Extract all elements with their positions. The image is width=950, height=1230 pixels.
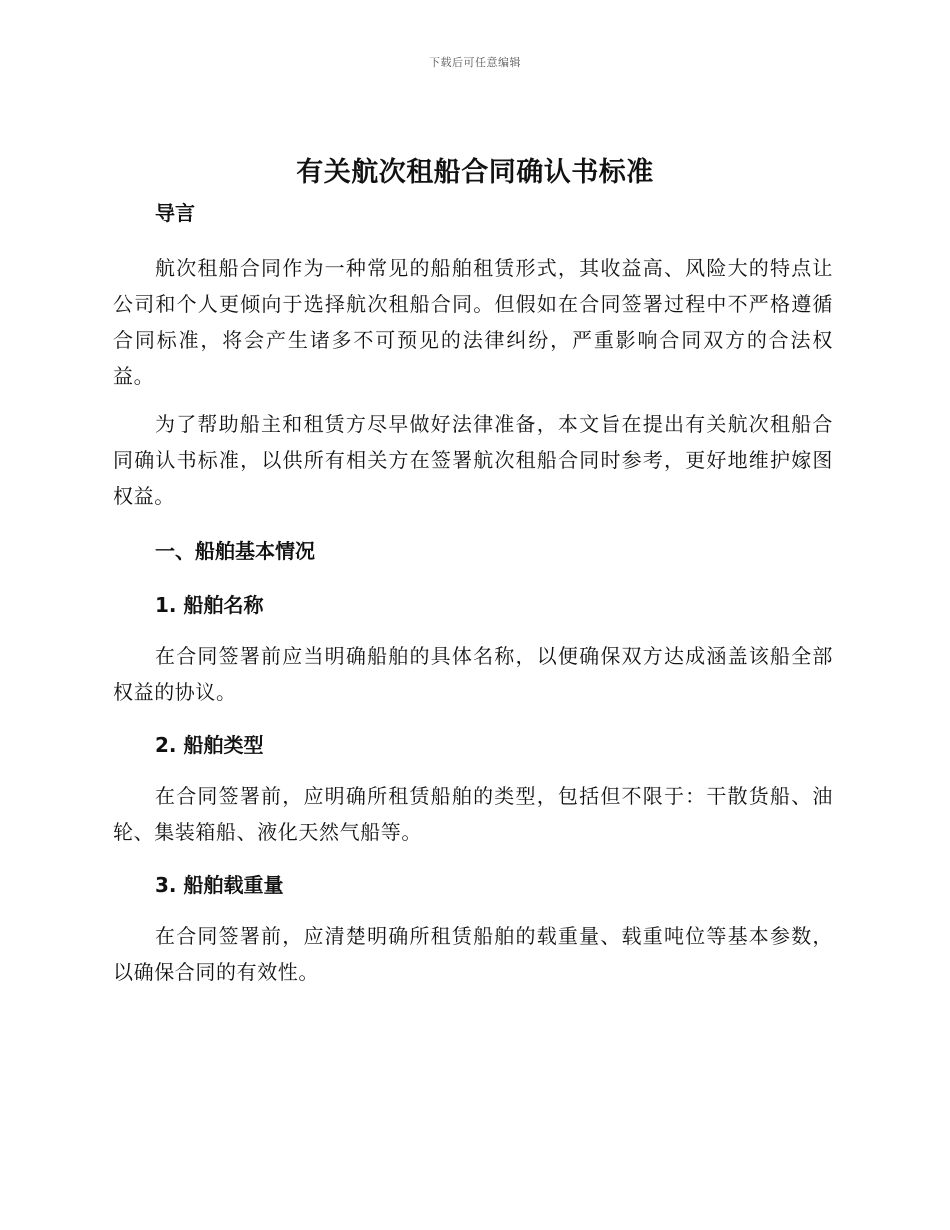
document-body (113, 196, 833, 990)
intro-paragraph-1: 航次租船合同作为一种常见的船舶租赁形式，其收益高、风险大的特点让公司和个人更倾向于选择航次租船合同。但假如在合同签署过程中不严格遵循合同标准，将会产生诸多不可预见的法律纠纷，严重影响合同双方的合法权益。 (113, 256, 833, 388)
item-paragraph-1: 在合同签署前应当明确船舶的具体名称，以便确保双方达成涵盖该船全部权益的协议。 (113, 644, 833, 704)
item-paragraph-3: 在合同签署前，应清楚明确所租赁船舶的载重量、载重吨位等基本参数，以确保合同的有效性。 (113, 924, 833, 984)
item-heading-1: 1. 船舶名称 (155, 593, 264, 617)
document-title: 有关航次租船合同确认书标准 (296, 157, 654, 188)
intro-heading: 导言 (155, 201, 195, 225)
header-note: 下载后可任意编辑 (429, 56, 521, 69)
item-heading-2: 2. 船舶类型 (155, 733, 264, 757)
item-heading-3: 3. 船舶载重量 (155, 873, 284, 897)
item-paragraph-2: 在合同签署前，应明确所租赁船舶的类型，包括但不限于：干散货船、油轮、集装箱船、液化天然气船等。 (113, 784, 833, 844)
intro-paragraph-2: 为了帮助船主和租赁方尽早做好法律准备，本文旨在提出有关航次租船合同确认书标准，以供所有相关方在签署航次租船合同时参考，更好地维护嫁图权益。 (113, 412, 833, 508)
section-heading-1: 一、船舶基本情况 (155, 539, 315, 563)
